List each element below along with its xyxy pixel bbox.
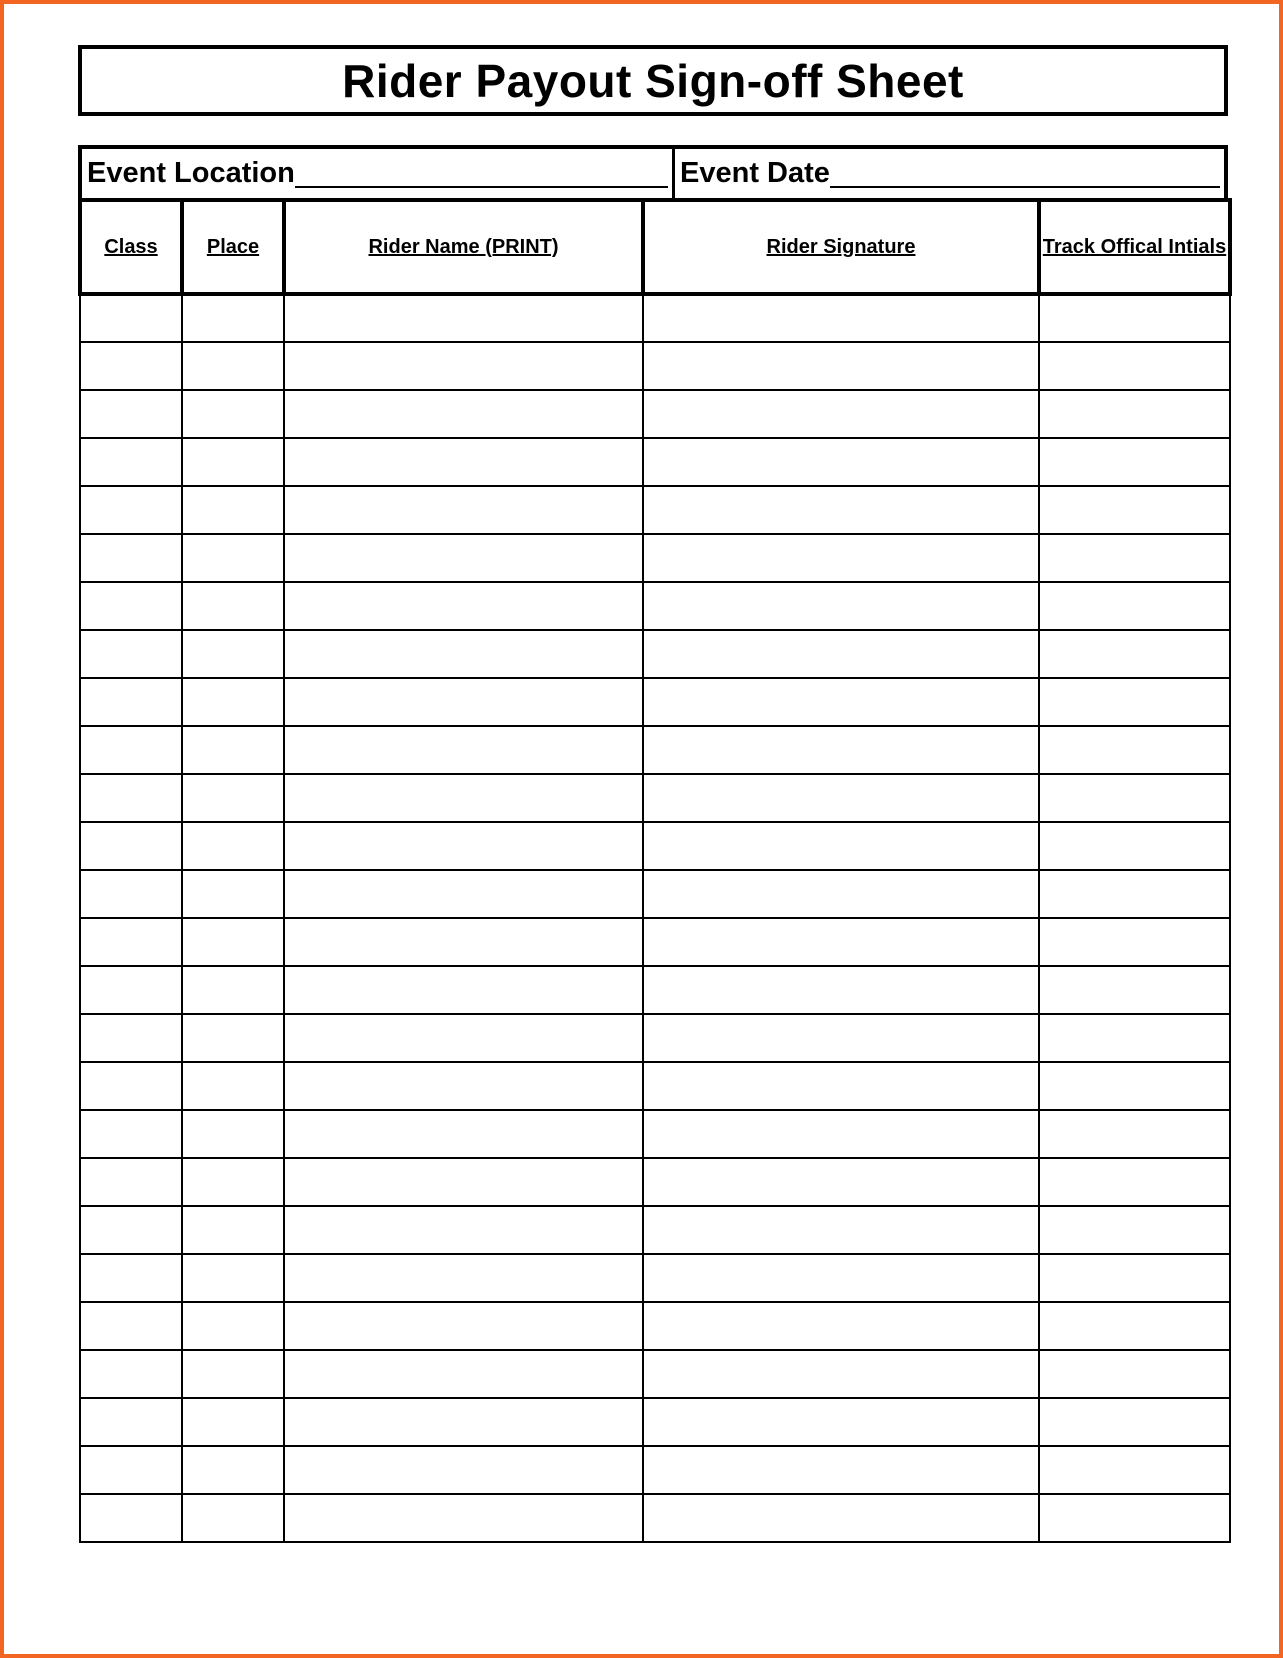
table-row xyxy=(80,582,1230,630)
header-rider-name: Rider Name (PRINT) xyxy=(284,200,643,294)
place-cell[interactable] xyxy=(182,294,284,342)
event-location-blank-line xyxy=(295,186,668,188)
class-cell[interactable] xyxy=(80,486,182,534)
event-date-blank-line xyxy=(830,186,1220,188)
header-class: Class xyxy=(80,200,182,294)
rider-name-cell[interactable] xyxy=(284,630,643,678)
place-cell[interactable] xyxy=(182,1110,284,1158)
track-official-initials-cell[interactable] xyxy=(1039,726,1230,774)
track-official-initials-cell[interactable] xyxy=(1039,1398,1230,1446)
class-cell[interactable] xyxy=(80,342,182,390)
rider-name-cell[interactable] xyxy=(284,918,643,966)
track-official-initials-cell[interactable] xyxy=(1039,870,1230,918)
header-rider-signature: Rider Signature xyxy=(643,200,1039,294)
rider-signature-cell[interactable] xyxy=(643,1446,1039,1494)
class-cell[interactable] xyxy=(80,1110,182,1158)
track-official-initials-cell[interactable] xyxy=(1039,1446,1230,1494)
class-cell[interactable] xyxy=(80,966,182,1014)
table-row xyxy=(80,1014,1230,1062)
rider-name-cell[interactable] xyxy=(284,1350,643,1398)
place-cell[interactable] xyxy=(182,390,284,438)
rider-name-cell[interactable] xyxy=(284,294,643,342)
rider-name-cell[interactable] xyxy=(284,1494,643,1542)
track-official-initials-cell[interactable] xyxy=(1039,390,1230,438)
class-cell[interactable] xyxy=(80,1062,182,1110)
class-cell[interactable] xyxy=(80,582,182,630)
table-row xyxy=(80,822,1230,870)
payout-table xyxy=(78,198,1232,1543)
rider-name-cell[interactable] xyxy=(284,1254,643,1302)
table-row xyxy=(80,1446,1230,1494)
place-cell[interactable] xyxy=(182,678,284,726)
table-row xyxy=(80,342,1230,390)
rider-signature-cell[interactable] xyxy=(643,870,1039,918)
place-cell[interactable] xyxy=(182,918,284,966)
rider-name-cell[interactable] xyxy=(284,1158,643,1206)
class-cell[interactable] xyxy=(80,438,182,486)
table-row xyxy=(80,1302,1230,1350)
place-cell[interactable] xyxy=(182,1398,284,1446)
rider-signature-cell[interactable] xyxy=(643,294,1039,342)
rider-name-cell[interactable] xyxy=(284,1110,643,1158)
class-cell[interactable] xyxy=(80,1398,182,1446)
place-cell[interactable] xyxy=(182,342,284,390)
rider-signature-cell[interactable] xyxy=(643,1254,1039,1302)
rider-signature-cell[interactable] xyxy=(643,1158,1039,1206)
event-info-row xyxy=(78,145,1228,198)
event-date-label: Event Date xyxy=(680,157,830,189)
track-official-initials-cell[interactable] xyxy=(1039,534,1230,582)
class-cell[interactable] xyxy=(80,1350,182,1398)
place-cell[interactable] xyxy=(182,870,284,918)
rider-name-cell[interactable] xyxy=(284,1398,643,1446)
class-cell[interactable] xyxy=(80,774,182,822)
table-row xyxy=(80,1206,1230,1254)
track-official-initials-cell[interactable] xyxy=(1039,774,1230,822)
rider-signature-cell[interactable] xyxy=(643,1494,1039,1542)
rider-signature-cell[interactable] xyxy=(643,678,1039,726)
rider-name-cell[interactable] xyxy=(284,1062,643,1110)
table-row xyxy=(80,678,1230,726)
rider-signature-cell[interactable] xyxy=(643,1398,1039,1446)
table-row xyxy=(80,774,1230,822)
table-row xyxy=(80,726,1230,774)
track-official-initials-cell[interactable] xyxy=(1039,1254,1230,1302)
rider-name-cell[interactable] xyxy=(284,966,643,1014)
table-row xyxy=(80,630,1230,678)
table-row xyxy=(80,1494,1230,1542)
track-official-initials-cell[interactable] xyxy=(1039,1302,1230,1350)
table-body xyxy=(80,294,1230,1542)
class-cell[interactable] xyxy=(80,630,182,678)
track-official-initials-cell[interactable] xyxy=(1039,342,1230,390)
place-cell[interactable] xyxy=(182,1254,284,1302)
page-title: Rider Payout Sign-off Sheet xyxy=(342,54,964,107)
class-cell[interactable] xyxy=(80,1446,182,1494)
place-cell[interactable] xyxy=(182,1062,284,1110)
rider-signature-cell[interactable] xyxy=(643,390,1039,438)
header-track-official-initials: Track Offical Intials xyxy=(1039,200,1230,294)
table-row xyxy=(80,294,1230,342)
track-official-initials-cell[interactable] xyxy=(1039,822,1230,870)
track-official-initials-cell[interactable] xyxy=(1039,1158,1230,1206)
place-cell[interactable] xyxy=(182,774,284,822)
class-cell[interactable] xyxy=(80,1302,182,1350)
place-cell[interactable] xyxy=(182,486,284,534)
table-row xyxy=(80,870,1230,918)
place-cell[interactable] xyxy=(182,966,284,1014)
rider-signature-cell[interactable] xyxy=(643,1302,1039,1350)
class-cell[interactable] xyxy=(80,1158,182,1206)
table-row xyxy=(80,1398,1230,1446)
class-cell[interactable] xyxy=(80,822,182,870)
class-cell[interactable] xyxy=(80,294,182,342)
rider-name-cell[interactable] xyxy=(284,1206,643,1254)
class-cell[interactable] xyxy=(80,678,182,726)
header-place: Place xyxy=(182,200,284,294)
rider-signature-cell[interactable] xyxy=(643,438,1039,486)
rider-name-cell[interactable] xyxy=(284,1302,643,1350)
track-official-initials-cell[interactable] xyxy=(1039,1206,1230,1254)
class-cell[interactable] xyxy=(80,1494,182,1542)
event-location-field[interactable] xyxy=(82,149,675,198)
class-cell[interactable] xyxy=(80,390,182,438)
table-row xyxy=(80,438,1230,486)
table-row xyxy=(80,1062,1230,1110)
table-row xyxy=(80,534,1230,582)
rider-name-cell[interactable] xyxy=(284,822,643,870)
track-official-initials-cell[interactable] xyxy=(1039,1110,1230,1158)
table-row xyxy=(80,1254,1230,1302)
place-cell[interactable] xyxy=(182,726,284,774)
track-official-initials-cell[interactable] xyxy=(1039,294,1230,342)
rider-signature-cell[interactable] xyxy=(643,1206,1039,1254)
track-official-initials-cell[interactable] xyxy=(1039,486,1230,534)
table-row xyxy=(80,1350,1230,1398)
place-cell[interactable] xyxy=(182,1158,284,1206)
track-official-initials-cell[interactable] xyxy=(1039,918,1230,966)
rider-signature-cell[interactable] xyxy=(643,582,1039,630)
rider-signature-cell[interactable] xyxy=(643,966,1039,1014)
track-official-initials-cell[interactable] xyxy=(1039,966,1230,1014)
table-row xyxy=(80,1158,1230,1206)
rider-name-cell[interactable] xyxy=(284,438,643,486)
rider-signature-cell[interactable] xyxy=(643,1350,1039,1398)
class-cell[interactable] xyxy=(80,1014,182,1062)
place-cell[interactable] xyxy=(182,822,284,870)
place-cell[interactable] xyxy=(182,1350,284,1398)
class-cell[interactable] xyxy=(80,726,182,774)
place-cell[interactable] xyxy=(182,1206,284,1254)
table-row xyxy=(80,1110,1230,1158)
rider-signature-cell[interactable] xyxy=(643,918,1039,966)
place-cell[interactable] xyxy=(182,1302,284,1350)
event-date-field[interactable] xyxy=(675,149,1224,198)
rider-name-cell[interactable] xyxy=(284,1014,643,1062)
track-official-initials-cell[interactable] xyxy=(1039,1350,1230,1398)
rider-signature-cell[interactable] xyxy=(643,486,1039,534)
rider-signature-cell[interactable] xyxy=(643,1110,1039,1158)
rider-name-cell[interactable] xyxy=(284,390,643,438)
class-cell[interactable] xyxy=(80,1254,182,1302)
track-official-initials-cell[interactable] xyxy=(1039,582,1230,630)
place-cell[interactable] xyxy=(182,534,284,582)
track-official-initials-cell[interactable] xyxy=(1039,1062,1230,1110)
table-row xyxy=(80,918,1230,966)
place-cell[interactable] xyxy=(182,1446,284,1494)
track-official-initials-cell[interactable] xyxy=(1039,630,1230,678)
rider-signature-cell[interactable] xyxy=(643,342,1039,390)
event-location-label: Event Location xyxy=(87,157,295,189)
place-cell[interactable] xyxy=(182,582,284,630)
class-cell[interactable] xyxy=(80,1206,182,1254)
rider-signature-cell[interactable] xyxy=(643,630,1039,678)
track-official-initials-cell[interactable] xyxy=(1039,1494,1230,1542)
rider-signature-cell[interactable] xyxy=(643,774,1039,822)
class-cell[interactable] xyxy=(80,918,182,966)
rider-name-cell[interactable] xyxy=(284,870,643,918)
rider-name-cell[interactable] xyxy=(284,726,643,774)
track-official-initials-cell[interactable] xyxy=(1039,678,1230,726)
rider-signature-cell[interactable] xyxy=(643,1062,1039,1110)
class-cell[interactable] xyxy=(80,534,182,582)
rider-name-cell[interactable] xyxy=(284,486,643,534)
table-row xyxy=(80,486,1230,534)
table-row xyxy=(80,966,1230,1014)
place-cell[interactable] xyxy=(182,438,284,486)
track-official-initials-cell[interactable] xyxy=(1039,438,1230,486)
rider-name-cell[interactable] xyxy=(284,678,643,726)
place-cell[interactable] xyxy=(182,1494,284,1542)
table-row xyxy=(80,390,1230,438)
rider-name-cell[interactable] xyxy=(284,774,643,822)
rider-signature-cell[interactable] xyxy=(643,726,1039,774)
track-official-initials-cell[interactable] xyxy=(1039,1014,1230,1062)
rider-signature-cell[interactable] xyxy=(643,534,1039,582)
rider-signature-cell[interactable] xyxy=(643,822,1039,870)
title-box xyxy=(78,45,1228,116)
rider-name-cell[interactable] xyxy=(284,342,643,390)
rider-signature-cell[interactable] xyxy=(643,1014,1039,1062)
place-cell[interactable] xyxy=(182,1014,284,1062)
rider-name-cell[interactable] xyxy=(284,582,643,630)
class-cell[interactable] xyxy=(80,870,182,918)
rider-name-cell[interactable] xyxy=(284,534,643,582)
rider-name-cell[interactable] xyxy=(284,1446,643,1494)
table-header-row xyxy=(80,200,1230,294)
place-cell[interactable] xyxy=(182,630,284,678)
